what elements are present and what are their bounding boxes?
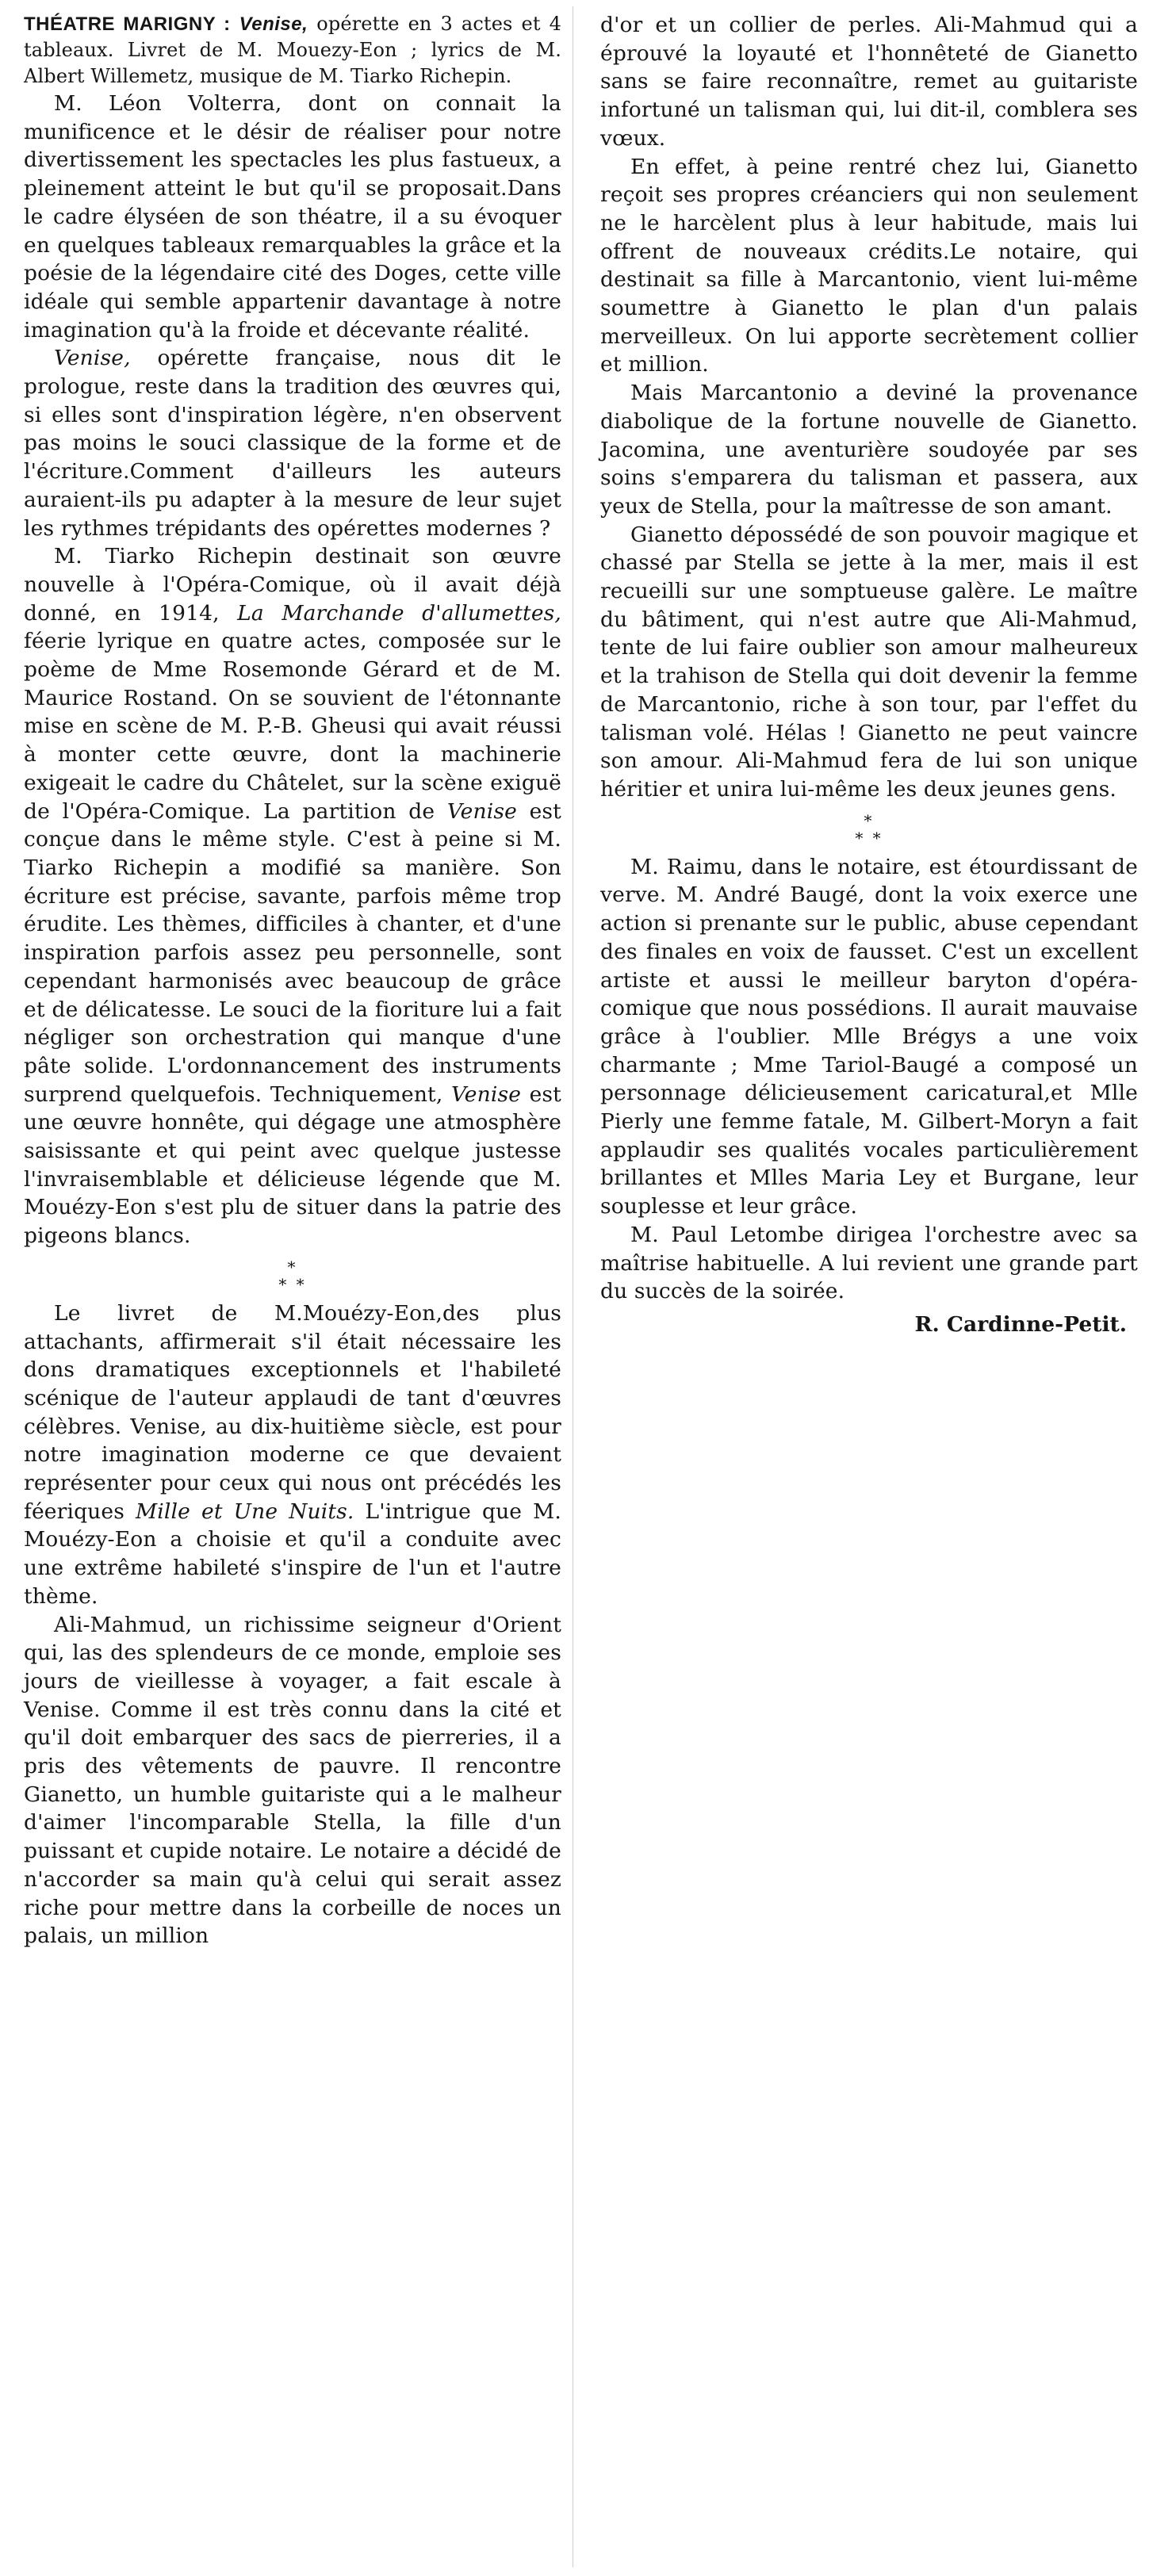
paragraph-galere: Gianetto dépossédé de son pouvoir magique et chassé par Stella se jette à la mer, mais il est recueilli sur une somptueuse galère. Le maître du bâtiment, qui n'est autre que Ali-Mahmud, tente de lui faire oublier son amour malheureux et la trahison de Stella qui doit devenir la femme de Marcantonio, riche à son tour, par l'effet du talisman volé. Hélas ! Gianetto ne peut vaincre son amour. Ali-Mahmud fera de lui son unique héritier et unira lui-même les deux jeunes gens. (600, 522, 1138, 802)
paragraph-richepin: M. Tiarko Richepin destinait son œuvre nouvelle à l'Opéra-Comique, où il avait déjà donné, en 1914, La Marchande d'allumettes, féerie lyrique en quatre actes, composée sur le poème de Mme Rosemonde Gérard et de M. Maurice Rostand. On se souvient de l'étonnante mise en scène de M. P.-B. Gheusi qui avait réussi à monter cette œuvre, dont la machinerie exigeait le cadre du Châtelet, sur la scène exiguë de l'Opéra-Comique. La partition de Venise est conçue dans le même style. C'est à peine si M. Tiarko Richepin a modifié sa manière. Son écriture est précise, savante, parfois même trop érudite. Les thèmes, difficiles à chanter, et d'une inspiration parfois assez peu personnelle, sont cependant harmonisés avec beaucoup de grâce et de délicatesse. Le souci de la fioriture lui a fait négliger son orchestration qui manque d'une pâte solide. L'ordonnancement des instruments surprend quelquefois. Techniquement, Venise est une œuvre honnête, qui dégage une atmosphère saisissante et qui peint avec quelque justesse l'invraisemblable et délicieuse légende que M. Mouézy-Eon s'est plu de situer dans la patrie des pigeons blancs. (24, 544, 562, 1249)
title-mille-nuits: Mille et Une Nuits. (136, 1499, 354, 1524)
review-header (24, 11, 561, 90)
title-marchande: La Marchande d'allumettes, (237, 600, 562, 626)
show-credits: opérette en 3 actes et 4 tableaux. Livret de M. Mouezy-Eon ; lyrics de M. Albert Willemetz, musique de M. Tiarko Richepin. (24, 13, 562, 87)
paragraph-continued: d'or et un collier de perles. Ali-Mahmud qui a éprouvé la loyauté et l'honnêteté de Gianetto sans se faire reconnaître, remet au guitariste infortuné un talisman qui, lui dit-il, comblera ses vœux. (600, 13, 1138, 151)
show-title: Venise, (239, 13, 308, 35)
paragraph-livret: Le livret de M.Mouézy-Eon,des plus attachants, affirmerait s'il était nécessaire les dons dramatiques exceptionnels et l'habileté scénique de l'auteur applaudi de tant d'œuvres célèbres. Venise, au dix-huitième siècle, est pour notre imagination moderne ce que devaient représenter pour ceux qui nous ont précédés les féeriques Mille et Une Nuits. L'intrigue que M. Mouézy-Eon a choisie et qu'il a conduite avec une extrême habileté s'inspire de l'un et l'autre thème. (24, 1300, 561, 1609)
author-signature: R. Cardinne-Petit. (914, 1311, 1127, 1337)
paragraph-cast: M. Raimu, dans le notaire, est étourdissant de verve. M. André Baugé, dont la voix exerce une action si prenante sur le public, abuse cependant des finales en voix de fausset. C'est un excellent artiste et aussi le meilleur baryton d'opéra-comique que nous possédions. Il aurait mauvaise grâce à l'oublier. Mlle Brégys a une voix charmante ; Mme Tariol-Baugé a composé un personnage délicieusement caricatural,et Mlle Pierly une femme fatale, M. Gilbert-Moryn a fait applaudir ses qualités vocales particulièrement brillantes et Mlles Maria Ley et Burgane, leur souplesse et leur grâce. (600, 854, 1138, 1219)
right-column (600, 11, 1138, 1339)
theatre-name: THÉATRE MARIGNY : (24, 13, 231, 35)
title-venise-2: Venise (446, 798, 517, 824)
title-venise: Venise, (54, 346, 131, 371)
paragraph-orchestra: M. Paul Letombe dirigea l'orchestre avec sa maîtrise habituelle. A lui revient une grande part du succès de la soirée. (600, 1222, 1138, 1304)
paragraph-ali-mahmud: Ali-Mahmud, un richissime seigneur d'Orient qui, las des splendeurs de ce monde, emploie ses jours de vieillesse à voyager, a fait escale à Venise. Comme il est très connu dans la cité et qu'il doit embarquer des sacs de pierreries, il a pris des vêtements de pauvre. Il rencontre Gianetto, un humble guitariste qui a le malheur d'aimer l'incomparable Stella, la fille d'un puissant et cupide notaire. Le notaire a décidé de n'accorder sa main qu'à celui qui serait assez riche pour mettre dans la corbeille de noces un palais, un million (24, 1612, 561, 1949)
section-separator-stars-2: * * * (855, 810, 883, 848)
section-separator-stars: * * * (278, 1257, 307, 1294)
title-venise-3: Venise (450, 1081, 522, 1107)
paragraph-marcantonio: Mais Marcantonio a deviné la provenance diabolique de la fortune nouvelle de Gianetto. Jacomina, une aventurière soudoyée par ses soins s'emparera du talisman et passera, aux yeux de Stella, pour la maîtresse de son amant. (600, 381, 1138, 519)
paragraph-volterra: M. Léon Volterra, dont on connait la munificence et le désir de réaliser pour notre divertissement les spectacles les plus fastueux, a pleinement atteint le but qu'il se proposait.Dans le cadre élyséen de son théatre, il a su évoquer en quelques tableaux remarquables la grâce et la poésie de la légendaire cité des Doges, cette ville idéale qui semble appartenir davantage à notre imagination qu'à la froide et décevante réalité. (24, 91, 561, 343)
paragraph-prologue: Venise, opérette française, nous dit le prologue, reste dans la tradition des œuvres qui, si elles sont d'inspiration légère, n'en observent pas moins le souci classique de la forme et de l'écriture.Comment d'ailleurs les auteurs auraient-ils pu adapter à la mesure de leur sujet les rythmes trépidants des opérettes modernes ? (24, 346, 561, 541)
paragraph-gianetto: En effet, à peine rentré chez lui, Gianetto reçoit ses propres créanciers qui non seulement ne le harcèlent plus à leur habitude, mais lui offrent de nouveaux crédits.Le notaire, qui destinait sa fille à Marcantonio, vient lui-même soumettre à Gianetto le plan d'un palais merveilleux. On lui apporte secrètement collier et million. (600, 154, 1138, 377)
left-column (24, 11, 561, 1950)
